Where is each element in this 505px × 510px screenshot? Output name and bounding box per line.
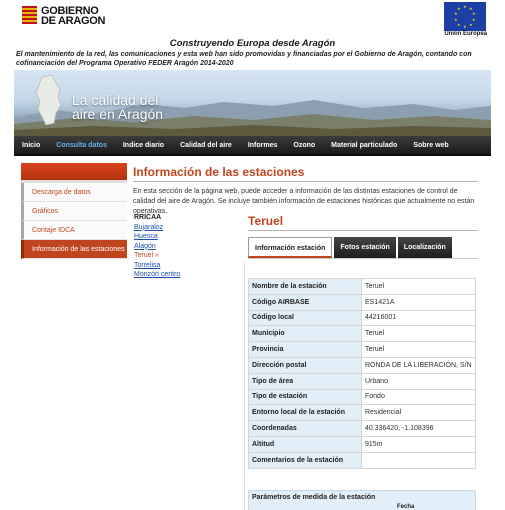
main-nav (14, 136, 491, 156)
row-value: 40.336420, -1.108396 (362, 421, 476, 437)
aragon-flag-icon (22, 6, 37, 24)
table-row (249, 421, 476, 437)
table-row (249, 436, 476, 452)
row-key: Tipo de área (249, 373, 362, 389)
eu-label: Unión Europea (444, 31, 487, 37)
row-value: Teruel (362, 279, 476, 295)
table-row (249, 452, 476, 468)
station-link-torrelisa[interactable]: Torrelisa (134, 261, 161, 269)
hero-banner (14, 70, 491, 136)
row-key: Municipio (249, 326, 362, 342)
eu-flag-icon: ★ ★ ★ ★ ★ ★ ★ ★ ★ ★ (444, 2, 486, 31)
station-link-teruel[interactable]: Teruel » (134, 252, 159, 259)
row-key: Código local (249, 310, 362, 326)
row-value: 44216001 (362, 310, 476, 326)
table-row (249, 373, 476, 389)
row-value: RONDA DE LA LIBERACIÓN, S/N (362, 357, 476, 373)
row-value (362, 452, 476, 468)
station-list (134, 213, 214, 280)
station-list-heading: RRICAA (134, 214, 162, 221)
funding-description: El mantenimiento de la red, las comunicaciones y esta web han sido promovidas y financiadas por el Gobierno de Aragón, contando con cofinanciación del Programa Operativo FEDER Aragón 2014-2020 (16, 51, 472, 67)
row-key: Entorno local de la estación (249, 405, 362, 421)
site-header (14, 0, 491, 38)
row-key: Dirección postal (249, 357, 362, 373)
row-key: Código AIRBASE (249, 294, 362, 310)
gobierno-aragon-logo[interactable] (22, 6, 105, 26)
tab-fotos-estacion[interactable]: Fotos estación (334, 237, 395, 258)
title-divider (133, 181, 478, 182)
sidebar-item-contaje-idca[interactable]: Contaje IDCA (21, 221, 127, 240)
station-tabs (248, 237, 454, 258)
tab-localizacion[interactable]: Localización (398, 237, 452, 258)
aragon-map-icon (34, 75, 62, 125)
tabs-divider (248, 258, 478, 259)
station-link-huesca[interactable]: Huesca (134, 233, 158, 240)
nav-item-informes[interactable]: Informes (247, 141, 278, 149)
column-divider (244, 262, 245, 510)
row-key: Coordenadas (249, 421, 362, 437)
table-row (249, 310, 476, 326)
table-row (249, 342, 476, 358)
station-info-table (248, 278, 476, 469)
section-sidebar (21, 163, 127, 259)
row-value: 915m (362, 436, 476, 452)
station-title-divider (248, 230, 478, 231)
row-value: Teruel (362, 342, 476, 358)
table-row (249, 405, 476, 421)
table-row (249, 279, 476, 295)
parameters-heading: Parámetros de medida de la estación (252, 494, 376, 501)
logo-line-2: DE ARAGON (41, 15, 106, 27)
table-row (249, 294, 476, 310)
sidebar-item-descarga[interactable]: Descarga de datos (21, 183, 127, 202)
table-row (249, 357, 476, 373)
station-link-bujaraloz[interactable]: Bujaraloz (134, 223, 164, 231)
nav-item-indice-diario[interactable]: Indice diario (122, 141, 165, 149)
logo-line-1: GOBIERNO (41, 5, 99, 17)
row-key: Nombre de la estación (249, 279, 362, 295)
station-link-alagon[interactable]: Alagón (134, 242, 156, 250)
intro-text: En esta sección de la página web, puede acceder a información de las distintas estaciones de control de calidad del aire de Aragón. Se incluye también información de estaciones históricas que actualmente no están operativas. (133, 188, 475, 215)
sidebar-item-informacion-estaciones[interactable]: Información de las estaciones (21, 240, 127, 259)
funding-notice (14, 38, 491, 68)
row-value: Teruel (362, 326, 476, 342)
station-parameters-panel (248, 490, 476, 510)
table-row (249, 326, 476, 342)
sidebar-item-graficos[interactable]: Gráficos (21, 202, 127, 221)
nav-item-calidad-aire[interactable]: Calidad del aire (180, 141, 232, 149)
funding-title: Construyendo Europa desde Aragón (169, 38, 336, 49)
row-value: Residencial (362, 405, 476, 421)
station-title: Teruel (248, 214, 284, 228)
row-key: Provincia (249, 342, 362, 358)
banner-title: La calidad del aire en Aragón (72, 92, 164, 122)
row-value: ES1421A (362, 294, 476, 310)
row-key: Comentarios de la estación (249, 452, 362, 468)
page-title: Información de las estaciones (133, 165, 305, 179)
nav-item-consulta-datos[interactable]: Consulta datos (56, 141, 107, 149)
tab-informacion-estacion[interactable]: Información estación (248, 237, 332, 258)
parameters-date-column: Fecha (397, 504, 415, 510)
nav-item-inicio[interactable]: Inicio (22, 141, 41, 149)
nav-item-material-particulado[interactable]: Material particulado (331, 141, 398, 149)
row-value: Fondo (362, 389, 476, 405)
nav-item-sobre-web[interactable]: Sobre web (413, 141, 449, 149)
sidebar-header (21, 163, 127, 183)
table-row (249, 389, 476, 405)
row-key: Altitud (249, 436, 362, 452)
station-link-monzon-centro[interactable]: Monzón centro (134, 271, 181, 278)
nav-item-ozono[interactable]: Ozono (293, 141, 316, 149)
row-value: Urbano (362, 373, 476, 389)
row-key: Tipo de estación (249, 389, 362, 405)
